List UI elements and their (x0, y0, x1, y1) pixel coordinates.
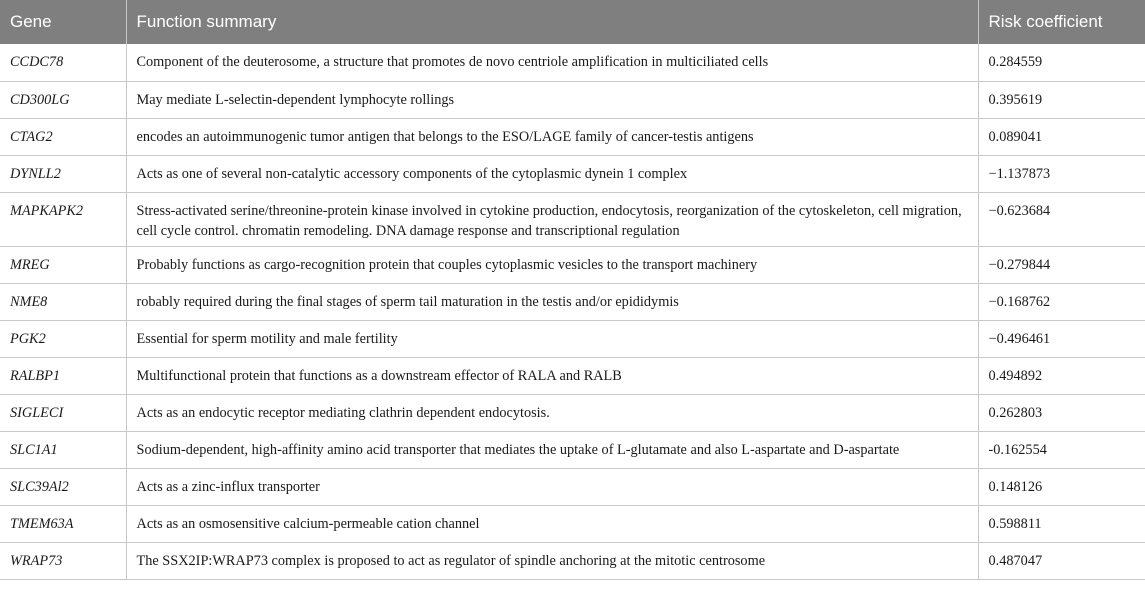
function-cell: Acts as an endocytic receptor mediating clathrin dependent endocytosis. (126, 394, 978, 431)
table-row (0, 320, 1145, 357)
table-row (0, 246, 1145, 283)
function-cell: encodes an autoimmunogenic tumor antigen that belongs to the ESO/LAGE family of cancer-testis antigens (126, 118, 978, 155)
gene-cell: SLC39Al2 (0, 468, 126, 505)
table-row (0, 192, 1145, 246)
function-cell: Stress-activated serine/threonine-protein kinase involved in cytokine production, endocytosis, reorganization of the cytoskeleton, cell migration, cell cycle control. chromatin remodeling. DNA damage response and transcriptional regulation (126, 192, 978, 246)
gene-cell: TMEM63A (0, 505, 126, 542)
gene-cell: WRAP73 (0, 542, 126, 579)
function-cell: Acts as a zinc-influx transporter (126, 468, 978, 505)
risk-cell: −0.279844 (978, 246, 1145, 283)
gene-cell: CTAG2 (0, 118, 126, 155)
table-row (0, 283, 1145, 320)
function-cell: The SSX2IP:WRAP73 complex is proposed to act as regulator of spindle anchoring at the mitotic centrosome (126, 542, 978, 579)
gene-cell: SIGLECI (0, 394, 126, 431)
function-cell: May mediate L-selectin-dependent lymphocyte rollings (126, 81, 978, 118)
table-row (0, 431, 1145, 468)
risk-cell: −1.137873 (978, 155, 1145, 192)
table-row (0, 44, 1145, 81)
risk-cell: 0.494892 (978, 357, 1145, 394)
risk-cell: 0.395619 (978, 81, 1145, 118)
risk-cell: −0.496461 (978, 320, 1145, 357)
function-cell: Essential for sperm motility and male fertility (126, 320, 978, 357)
function-cell: Multifunctional protein that functions as a downstream effector of RALA and RALB (126, 357, 978, 394)
risk-cell: 0.487047 (978, 542, 1145, 579)
table-row (0, 357, 1145, 394)
table-row (0, 81, 1145, 118)
gene-cell: PGK2 (0, 320, 126, 357)
table-row (0, 505, 1145, 542)
risk-cell: −0.623684 (978, 192, 1145, 246)
risk-cell: 0.089041 (978, 118, 1145, 155)
gene-cell: NME8 (0, 283, 126, 320)
header-gene: Gene (0, 0, 126, 44)
table-row (0, 468, 1145, 505)
function-cell: Acts as one of several non-catalytic accessory components of the cytoplasmic dynein 1 complex (126, 155, 978, 192)
risk-cell: 0.598811 (978, 505, 1145, 542)
function-cell: Acts as an osmosensitive calcium-permeable cation channel (126, 505, 978, 542)
gene-cell: SLC1A1 (0, 431, 126, 468)
risk-cell: 0.284559 (978, 44, 1145, 81)
gene-cell: MREG (0, 246, 126, 283)
gene-cell: DYNLL2 (0, 155, 126, 192)
gene-cell: RALBP1 (0, 357, 126, 394)
function-cell: Component of the deuterosome, a structure that promotes de novo centriole amplification in multiciliated cells (126, 44, 978, 81)
gene-cell: MAPKAPK2 (0, 192, 126, 246)
function-cell: Sodium-dependent, high-affinity amino acid transporter that mediates the uptake of L-glutamate and also L-aspartate and D-aspartate (126, 431, 978, 468)
risk-cell: -0.162554 (978, 431, 1145, 468)
table-row (0, 394, 1145, 431)
risk-cell: 0.148126 (978, 468, 1145, 505)
table-row (0, 155, 1145, 192)
gene-cell: CCDC78 (0, 44, 126, 81)
gene-cell: CD300LG (0, 81, 126, 118)
function-cell: robably required during the final stages of sperm tail maturation in the testis and/or epididymis (126, 283, 978, 320)
table-header-row (0, 0, 1145, 44)
table-row (0, 118, 1145, 155)
table-row (0, 542, 1145, 579)
risk-cell: −0.168762 (978, 283, 1145, 320)
function-cell: Probably functions as cargo-recognition protein that couples cytoplasmic vesicles to the transport machinery (126, 246, 978, 283)
header-function-summary: Function summary (126, 0, 978, 44)
risk-cell: 0.262803 (978, 394, 1145, 431)
header-risk-coefficient: Risk coefficient (978, 0, 1145, 44)
